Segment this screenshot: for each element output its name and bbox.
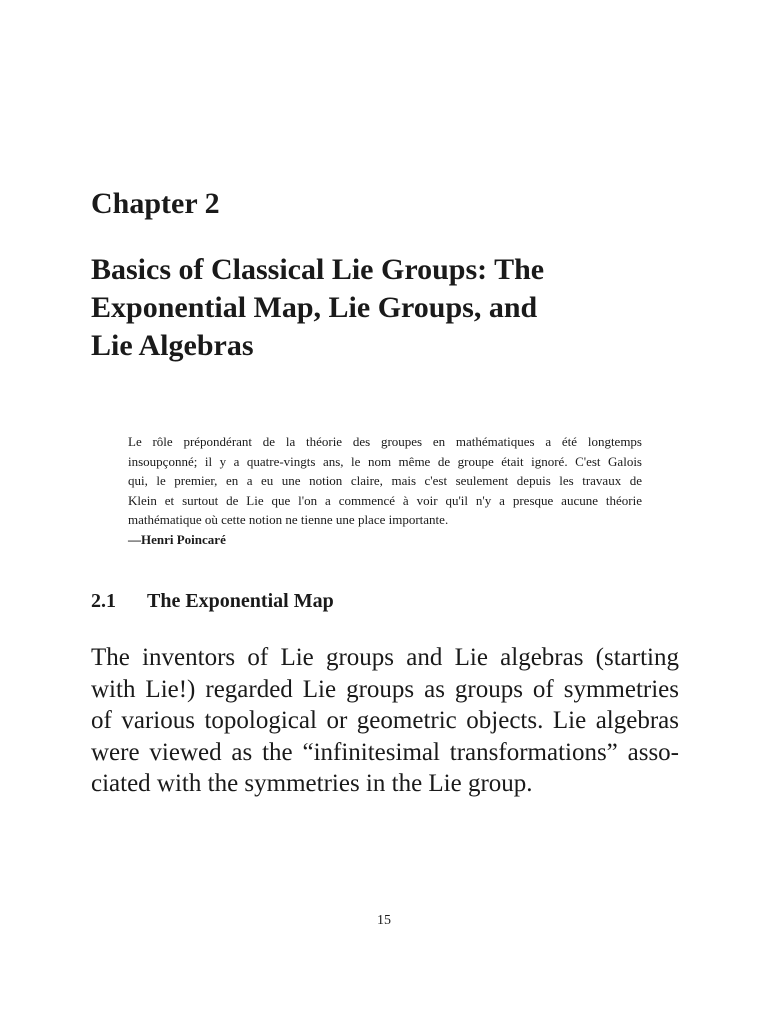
body-line: ciated with the symmetries in the Lie group. (91, 770, 533, 797)
section-heading (91, 588, 334, 614)
chapter-title (91, 251, 691, 365)
body-line: were viewed as the “infinitesimal transformations” asso- (91, 738, 679, 766)
body-line: of various topological or geometric objects. Lie algebras (91, 707, 679, 734)
epigraph-line: Klein et surtout de Lie que l'on a commencé à voir qu'il n'y a presque aucune théorie (128, 492, 642, 508)
epigraph-attribution: —Henri Poincaré (128, 531, 226, 547)
body-line: The inventors of Lie groups and Lie algebras (starting (91, 644, 679, 671)
section-title: The Exponential Map (147, 590, 334, 612)
page-number: 15 (377, 913, 391, 928)
section-number: 2.1 (91, 590, 116, 612)
body-line: with Lie!) regarded Lie groups as groups of symmetries (91, 675, 679, 703)
chapter-title-line: Exponential Map, Lie Groups, and (91, 291, 538, 324)
body-paragraph (91, 642, 679, 800)
epigraph-line: Le rôle prépondérant de la théorie des groupes en mathématiques a été longtemps (128, 434, 642, 449)
epigraph-line: insoupçonné; il y a quatre-vingts ans, le nom même de groupe était ignoré. C'est Galois (128, 453, 642, 469)
chapter-title-line: Lie Algebras (91, 329, 254, 362)
epigraph-line: qui, le premier, en a eu une notion claire, mais c'est seulement depuis les travaux de (128, 473, 642, 488)
chapter-title-line: Basics of Classical Lie Groups: The (91, 253, 545, 286)
epigraph-line: mathématique où cette notion ne tienne une place importante. (128, 512, 449, 527)
chapter-label: Chapter 2 (91, 187, 220, 220)
epigraph (128, 432, 642, 549)
